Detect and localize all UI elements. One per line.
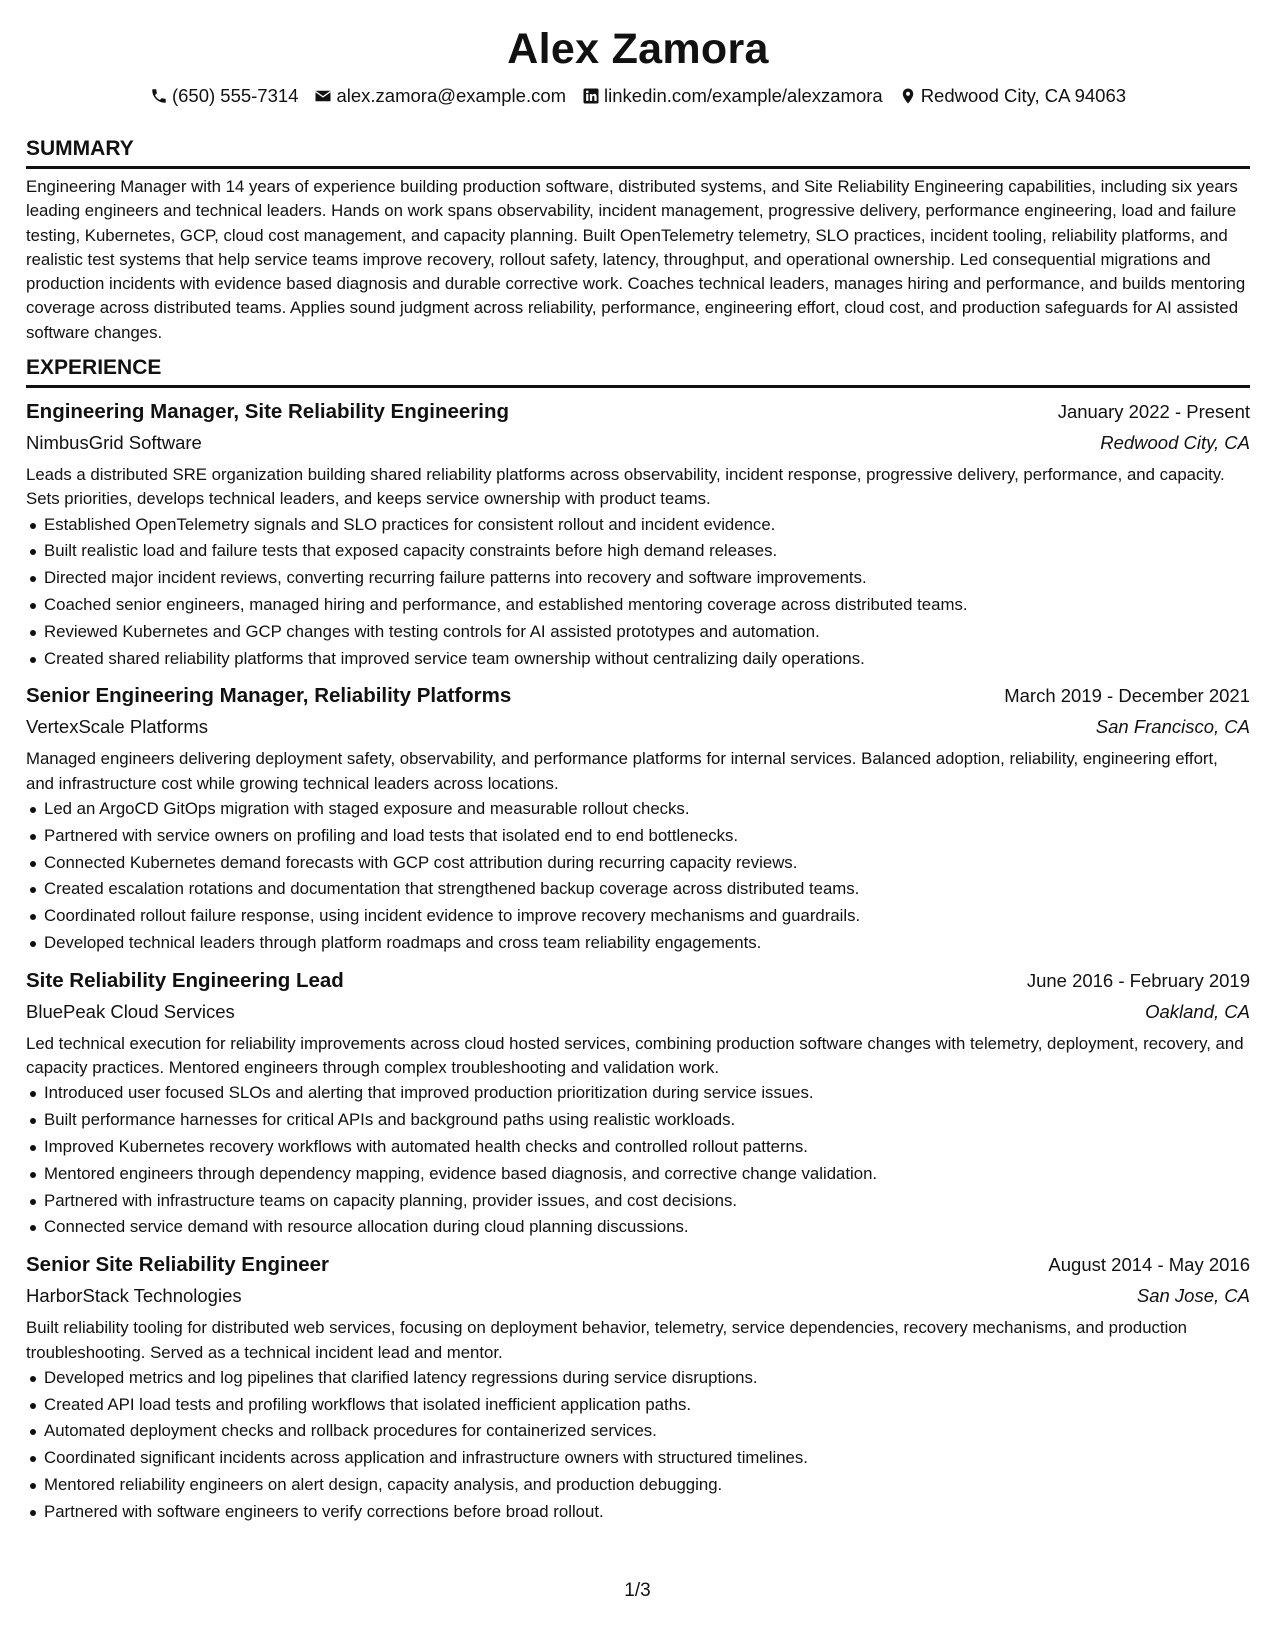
- job-bullet: Coordinated significant incidents across application and infrastructure owners with structured timelines.: [44, 1445, 1250, 1472]
- job-header-row: [26, 680, 1250, 711]
- job-bullet: Introduced user focused SLOs and alerting that improved production prioritization during service issues.: [44, 1080, 1250, 1107]
- phone-icon: [150, 87, 168, 105]
- job-bullet: Built performance harnesses for critical APIs and background paths using realistic workloads.: [44, 1107, 1250, 1134]
- job-bullet: Reviewed Kubernetes and GCP changes with testing controls for AI assisted prototypes and automation.: [44, 619, 1250, 646]
- job-bullet: Established OpenTelemetry signals and SLO practices for consistent rollout and incident evidence.: [44, 512, 1250, 539]
- job-bullet: Partnered with infrastructure teams on capacity planning, provider issues, and cost decisions.: [44, 1188, 1250, 1215]
- summary-heading: SUMMARY: [26, 136, 1250, 169]
- job-bullets: [26, 1365, 1250, 1526]
- job-description: Led technical execution for reliability improvements across cloud hosted services, combining production software changes with telemetry, deployment, recovery, and capacity practices. Mentored engineers through complex troubleshooting and validation work.: [26, 1033, 1244, 1078]
- envelope-icon: [314, 87, 332, 105]
- job-bullet: Automated deployment checks and rollback procedures for containerized services.: [44, 1418, 1250, 1445]
- job-bullet: Built realistic load and failure tests that exposed capacity constraints before high demand releases.: [44, 538, 1250, 565]
- job-bullet: Developed metrics and log pipelines that clarified latency regressions during service disruptions.: [44, 1365, 1250, 1392]
- job-bullets: [26, 512, 1250, 673]
- job-title: Engineering Manager, Site Reliability Engineering: [26, 400, 509, 424]
- job-company: HarborStack Technologies: [26, 1285, 242, 1307]
- job-company: BluePeak Cloud Services: [26, 1000, 235, 1022]
- job-location: San Jose, CA: [1136, 1285, 1250, 1307]
- job-title: Senior Engineering Manager, Reliability Platforms: [26, 684, 512, 708]
- job-entry: [26, 965, 1250, 1241]
- job-bullet: Led an ArgoCD GitOps migration with staged exposure and measurable rollout checks.: [44, 796, 1250, 823]
- job-dates: January 2022 - Present: [1057, 401, 1250, 423]
- job-header-row: [26, 965, 1250, 996]
- job-bullet: Coordinated rollout failure response, using incident evidence to improve recovery mechanisms and guardrails.: [44, 903, 1250, 930]
- job-bullet: Developed technical leaders through platform roadmaps and cross team reliability engagements.: [44, 930, 1250, 957]
- job-company-row: [26, 711, 1250, 742]
- job-bullets: [26, 1080, 1250, 1241]
- job-bullet: Directed major incident reviews, converting recurring failure patterns into recovery and software improvements.: [44, 565, 1250, 592]
- job-description: Built reliability tooling for distributed web services, focusing on deployment behavior, telemetry, service dependencies, recovery mechanisms, and production troubleshooting. Served as a technical incident lead and mentor.: [26, 1318, 1187, 1362]
- job-company-row: [26, 427, 1250, 458]
- job-company: VertexScale Platforms: [26, 716, 208, 738]
- contact-phone[interactable]: [150, 85, 299, 107]
- job-entry: [26, 396, 1250, 672]
- job-bullet: Mentored reliability engineers on alert design, capacity analysis, and production debugging.: [44, 1472, 1250, 1499]
- job-bullet: Partnered with service owners on profiling and load tests that isolated end to end bottlenecks.: [44, 823, 1250, 850]
- job-bullet: Created API load tests and profiling workflows that isolated inefficient application paths.: [44, 1392, 1250, 1419]
- job-company-row: [26, 1280, 1250, 1311]
- job-entry: [26, 680, 1250, 956]
- job-dates: June 2016 - February 2019: [1026, 969, 1250, 991]
- location-text: Redwood City, CA 94063: [920, 85, 1127, 106]
- job-entry: [26, 1249, 1250, 1525]
- email-text: alex.zamora@example.com: [336, 85, 567, 106]
- job-bullet: Connected service demand with resource allocation during cloud planning discussions.: [44, 1214, 1250, 1241]
- job-location: San Francisco, CA: [1095, 716, 1250, 738]
- job-dates: March 2019 - December 2021: [1004, 685, 1250, 707]
- page-number: 1/3: [624, 1580, 651, 1601]
- job-company: NimbusGrid Software: [26, 432, 202, 454]
- job-bullet: Created shared reliability platforms that improved service team ownership without centralizing daily operations.: [44, 646, 1250, 673]
- job-header-row: [26, 396, 1250, 427]
- job-bullet: Connected Kubernetes demand forecasts with GCP cost attribution during recurring capacity reviews.: [44, 850, 1250, 877]
- job-title: Site Reliability Engineering Lead: [26, 968, 344, 992]
- job-title: Senior Site Reliability Engineer: [26, 1253, 330, 1277]
- phone-text: (650) 555-7314: [171, 85, 299, 106]
- linkedin-text: linkedin.com/example/alexzamora: [604, 85, 883, 106]
- job-location: Redwood City, CA: [1100, 432, 1250, 454]
- job-bullet: Coached senior engineers, managed hiring and performance, and established mentoring coverage across distributed teams.: [44, 592, 1250, 619]
- job-bullet: Improved Kubernetes recovery workflows with automated health checks and controlled rollout patterns.: [44, 1134, 1250, 1161]
- experience-heading: EXPERIENCE: [26, 355, 1250, 388]
- job-bullet: Created escalation rotations and documentation that strengthened backup coverage across distributed teams.: [44, 876, 1250, 903]
- job-header-row: [26, 1249, 1250, 1280]
- experience-list: [26, 396, 1250, 1526]
- contact-location: [899, 85, 1126, 107]
- resume-page: [26, 0, 1250, 1526]
- job-dates: August 2014 - May 2016: [1048, 1254, 1250, 1276]
- job-location: Oakland, CA: [1145, 1000, 1250, 1022]
- job-description: Managed engineers delivering deployment safety, observability, and performance platforms for internal services. Balanced adoption, reliability, engineering effort, and infrastructure cost while growing technical leaders across locations.: [26, 749, 1218, 793]
- contact-email[interactable]: [314, 85, 566, 107]
- contact-bar: [26, 82, 1250, 110]
- job-bullet: Mentored engineers through dependency mapping, evidence based diagnosis, and corrective change validation.: [44, 1161, 1250, 1188]
- summary-text: Engineering Manager with 14 years of experience building production software, distributed systems, and Site Reliability Engineering capabilities, including six years leading engineers and technical leaders. Hands on work spans observability, incident management, progressive delivery, performance engineering, load and failure testing, Kubernetes, GCP, cloud cost management, and capacity planning. Built OpenTelemetry telemetry, SLO practices, incident tooling, reliability platforms, and realistic test systems that help service teams improve recovery, rollout safety, latency, throughput, and operational ownership. Led consequential migrations and production incidents with evidence based diagnosis and durable corrective work. Coaches technical leaders, manages hiring and performance, and builds mentoring coverage across distributed teams. Applies sound judgment across reliability, performance, engineering effort, cloud cost, and production safeguards for AI assisted software changes.: [26, 177, 1246, 342]
- job-description: Leads a distributed SRE organization building shared reliability platforms across observability, incident response, progressive delivery, performance, and capacity. Sets priorities, develops technical leaders, and keeps service ownership with product teams.: [26, 465, 1225, 509]
- job-bullets: [26, 796, 1250, 957]
- map-pin-icon: [899, 87, 917, 105]
- linkedin-icon: [582, 87, 600, 105]
- job-bullet: Partnered with software engineers to verify corrections before broad rollout.: [44, 1499, 1250, 1526]
- contact-linkedin[interactable]: [582, 85, 883, 107]
- candidate-name: Alex Zamora: [507, 25, 769, 73]
- job-company-row: [26, 996, 1250, 1027]
